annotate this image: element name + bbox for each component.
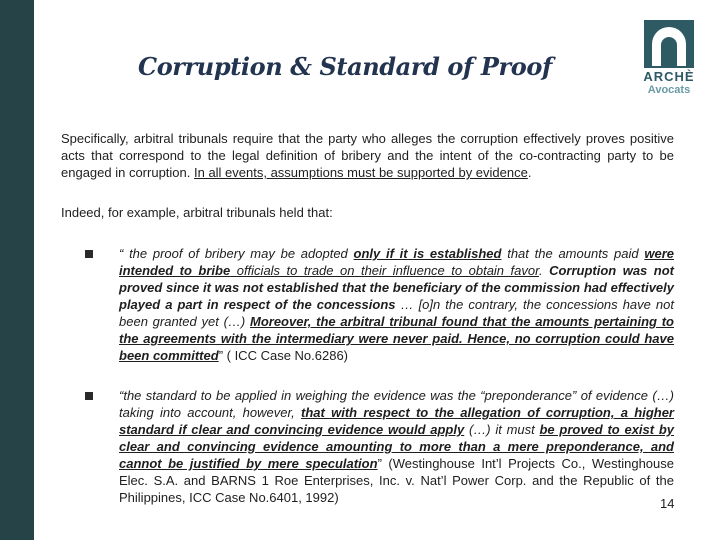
- logo-wordmark: ARCHÈ: [643, 69, 695, 84]
- quote-emphasis: were intended to bribe: [119, 246, 674, 278]
- quote-citation: ” (Westinghouse Int’l Projects Co., Westinghouse Elec. S.A. and BARNS 1 Roe Enterprises, Inc. v. Nat’l Power Corp. and the Republic of the Philippines, ICC Case No.6401, 1992): [119, 456, 674, 505]
- bullet-item: [84, 387, 674, 506]
- square-bullet-icon: [85, 392, 93, 400]
- quote-emphasis: Moreover, the arbitral tribunal found that the amounts pertaining to the agreements with the intermediary were never paid. Hence, no corruption could have been committed: [119, 314, 674, 363]
- quote-part: … [o]n the contrary, the concessions have not been granted yet (…): [119, 297, 674, 329]
- lead-in-paragraph: Indeed, for example, arbitral tribunals held that:: [61, 205, 333, 220]
- intro-underlined-text: In all events, assumptions must be supported by evidence: [193, 165, 528, 180]
- page-number: 14: [660, 496, 675, 511]
- left-sidebar-band: [0, 0, 34, 540]
- quote-part: “the standard to be applied in weighing the evidence was the “preponderance” of evidence (…) taking into account, however,: [119, 388, 674, 420]
- quote-emphasis: only if it is established: [353, 246, 502, 261]
- intro-end: .: [527, 165, 532, 180]
- quote-underlined: officials to trade on their influence to obtain favor: [230, 263, 539, 278]
- quote-part: “ the proof of bribery may be adopted: [119, 246, 354, 261]
- quote-emphasis: that with respect to the allegation of corruption, a higher standard if clear and convincing evidence would apply: [119, 405, 674, 437]
- arch-logo-icon: [644, 20, 694, 68]
- slide-title: Corruption & Standard of Proof: [138, 52, 552, 81]
- bullet-text: [119, 387, 674, 506]
- quote-part: .: [538, 263, 550, 278]
- bullet-item: [84, 245, 674, 364]
- bullet-text: [119, 245, 674, 364]
- intro-text: Specifically, arbitral tribunals require that the party who alleges the corruption effectively proves positive acts that correspond to the legal definition of bribery and the intent of the co-contracting party to be engaged in corruption.: [61, 131, 674, 180]
- quote-part: (…) it must: [464, 422, 540, 437]
- quote-bold: Corruption was not proved since it was not established that the beneficiary of the commission had effectively played a part in respect of the concessions: [119, 263, 674, 312]
- quote-part: that the amounts paid: [501, 246, 645, 261]
- square-bullet-icon: [85, 250, 93, 258]
- intro-paragraph: [61, 130, 674, 181]
- quote-emphasis: be proved to exist by clear and convincing evidence amounting to more than a mere preponderance, and cannot be justified by mere speculation: [119, 422, 674, 471]
- quote-citation: ” ( ICC Case No.6286): [218, 348, 349, 363]
- logo-subtitle: Avocats: [647, 84, 691, 96]
- firm-logo: [638, 20, 700, 102]
